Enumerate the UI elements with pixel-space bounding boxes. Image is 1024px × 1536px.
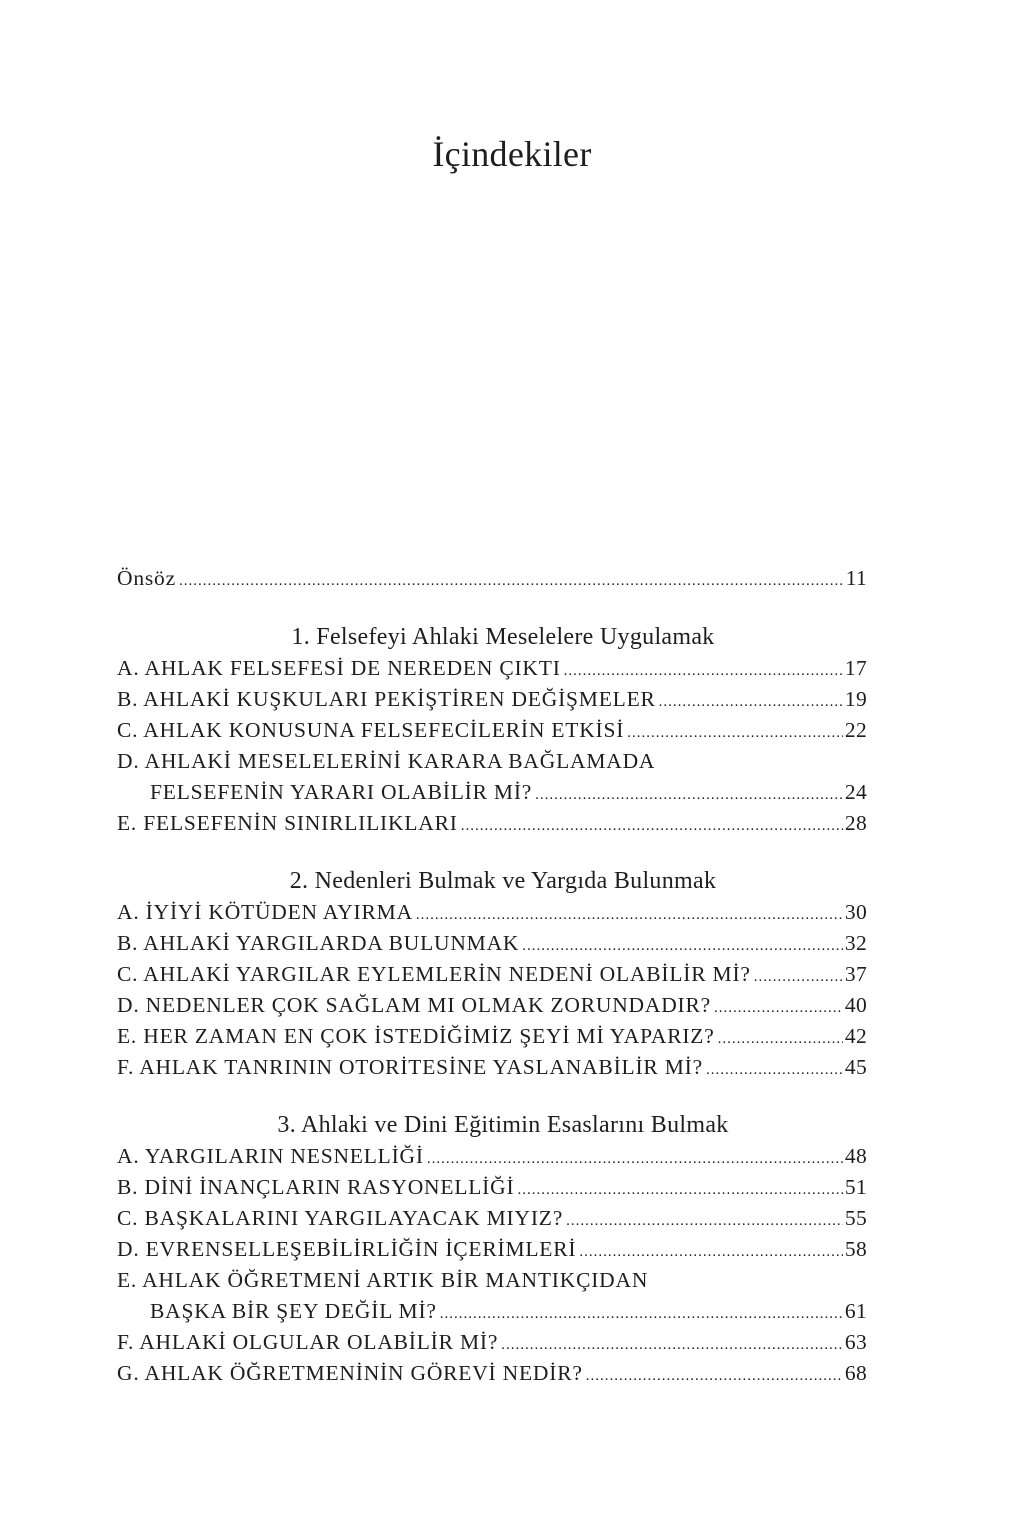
toc-entry[interactable] [117,684,867,715]
toc-entry-label: C. BAŞKALARINI YARGILAYACAK MIYIZ? [117,1206,564,1230]
toc-entry-label: E. FELSEFENİN SINIRLILIKLARI [117,811,458,835]
toc-entry-page: 17 [844,656,867,680]
toc-entry[interactable] [117,1265,867,1296]
toc-entry-page: 11 [845,566,867,590]
toc-entry-page: 22 [844,718,867,742]
dot-leader [566,1203,843,1237]
toc-entry-label-continuation: FELSEFENİN YARARI OLABİLİR Mİ? [150,780,533,804]
toc-entry-label: A. YARGILARIN NESNELLİĞİ [117,1144,424,1168]
page-title: İçindekiler [432,134,592,174]
dot-leader [427,1141,843,1175]
toc-entry-label: C. AHLAKİ YARGILAR EYLEMLERİN NEDENİ OLABİLİR Mİ? [117,962,751,986]
toc-entry-label: B. DİNİ İNANÇLARIN RASYONELLİĞİ [117,1175,515,1199]
toc-section-3 [117,1109,867,1389]
toc-entry-page: 51 [844,1175,867,1199]
toc-entry-label: E. HER ZAMAN EN ÇOK İSTEDİĞİMİZ ŞEYİ Mİ YAPARIZ? [117,1024,715,1048]
dot-leader [179,561,844,598]
toc-entry[interactable] [117,653,867,684]
toc-entry[interactable] [117,1172,867,1203]
toc-entry-label: F. AHLAKİ OLGULAR OLABİLİR Mİ? [117,1330,499,1354]
section-heading: 1. Felsefeyi Ahlaki Meselelere Uygulamak [291,624,715,650]
toc-entry-label: F. AHLAK TANRININ OTORİTESİNE YASLANABİLİR Mİ? [117,1055,703,1079]
table-of-contents [117,561,867,1389]
toc-entry-label: D. AHLAKİ MESELELERİNİ KARARA BAĞLAMADA [117,749,656,773]
section-heading: 3. Ahlaki ve Dini Eğitimin Esaslarını Bulmak [277,1112,729,1138]
toc-entry-page: 32 [844,931,867,955]
dot-leader [535,777,843,811]
dot-leader [517,1172,842,1206]
toc-entry-continuation[interactable] [117,1296,867,1327]
toc-entry-page: 42 [844,1024,867,1048]
toc-entry-label: C. AHLAK KONUSUNA FELSEFECİLERİN ETKİSİ [117,718,625,742]
toc-entry-continuation[interactable] [117,777,867,808]
toc-entry-label: G. AHLAK ÖĞRETMENİNİN GÖREVİ NEDİR? [117,1361,583,1385]
toc-entry-page: 28 [844,811,867,835]
toc-entry-page: 24 [844,780,867,804]
toc-entry-page: 63 [844,1330,867,1354]
toc-section-2 [117,865,867,1083]
toc-entry[interactable] [117,1327,867,1358]
dot-leader [501,1327,843,1361]
dot-leader [627,715,843,749]
toc-entry[interactable] [117,715,867,746]
dot-leader [564,653,843,687]
toc-entry[interactable] [117,1141,867,1172]
toc-section-1 [117,621,867,839]
dot-leader [659,684,843,718]
section-heading: 2. Nedenleri Bulmak ve Yargıda Bulunmak [289,868,717,894]
toc-entry[interactable] [117,1203,867,1234]
toc-entry-page: 61 [844,1299,867,1323]
toc-entry[interactable] [117,928,867,959]
toc-entry-label: B. AHLAKİ KUŞKULARI PEKİŞTİREN DEĞİŞMELER [117,687,656,711]
toc-entry-label: B. AHLAKİ YARGILARDA BULUNMAK [117,931,520,955]
toc-entry-page: 58 [844,1237,867,1261]
dot-leader [440,1296,843,1330]
toc-entry-page: 48 [844,1144,867,1168]
toc-entry-page: 68 [844,1361,867,1385]
toc-entry[interactable] [117,897,867,928]
toc-entry[interactable] [117,1234,867,1265]
toc-entry[interactable] [117,959,867,990]
toc-entry[interactable] [117,1358,867,1389]
toc-entry[interactable] [117,808,867,839]
toc-entry-label: A. AHLAK FELSEFESİ DE NEREDEN ÇIKTI [117,656,561,680]
toc-entry-label: D. EVRENSELLEŞEBİLİRLİĞİN İÇERİMLERİ [117,1237,577,1261]
dot-leader [579,1234,843,1268]
dot-leader [586,1358,843,1392]
toc-entry-page: 19 [844,687,867,711]
toc-entry-label: A. İYİYİ KÖTÜDEN AYIRMA [117,900,413,924]
dot-leader [706,1052,843,1086]
toc-entry-page: 37 [844,962,867,986]
dot-leader [714,990,843,1024]
toc-entry-page: 30 [844,900,867,924]
toc-entry-page: 55 [844,1206,867,1230]
dot-leader [754,959,843,993]
toc-entry-label-continuation: BAŞKA BİR ŞEY DEĞİL Mİ? [150,1299,437,1323]
toc-entry-preface[interactable] [117,561,867,595]
toc-entry[interactable] [117,746,867,777]
toc-entry-page: 45 [844,1055,867,1079]
toc-entry-label: E. AHLAK ÖĞRETMENİ ARTIK BİR MANTIKÇIDAN [117,1268,649,1292]
dot-leader [461,808,843,842]
dot-leader [522,928,843,962]
toc-entry[interactable] [117,1021,867,1052]
dot-leader [718,1021,843,1055]
toc-entry-page: 40 [844,993,867,1017]
toc-entry-label: D. NEDENLER ÇOK SAĞLAM MI OLMAK ZORUNDADIR? [117,993,711,1017]
toc-entry[interactable] [117,1052,867,1083]
toc-entry[interactable] [117,990,867,1021]
toc-entry-label: Önsöz [117,566,176,590]
dot-leader [416,897,843,931]
